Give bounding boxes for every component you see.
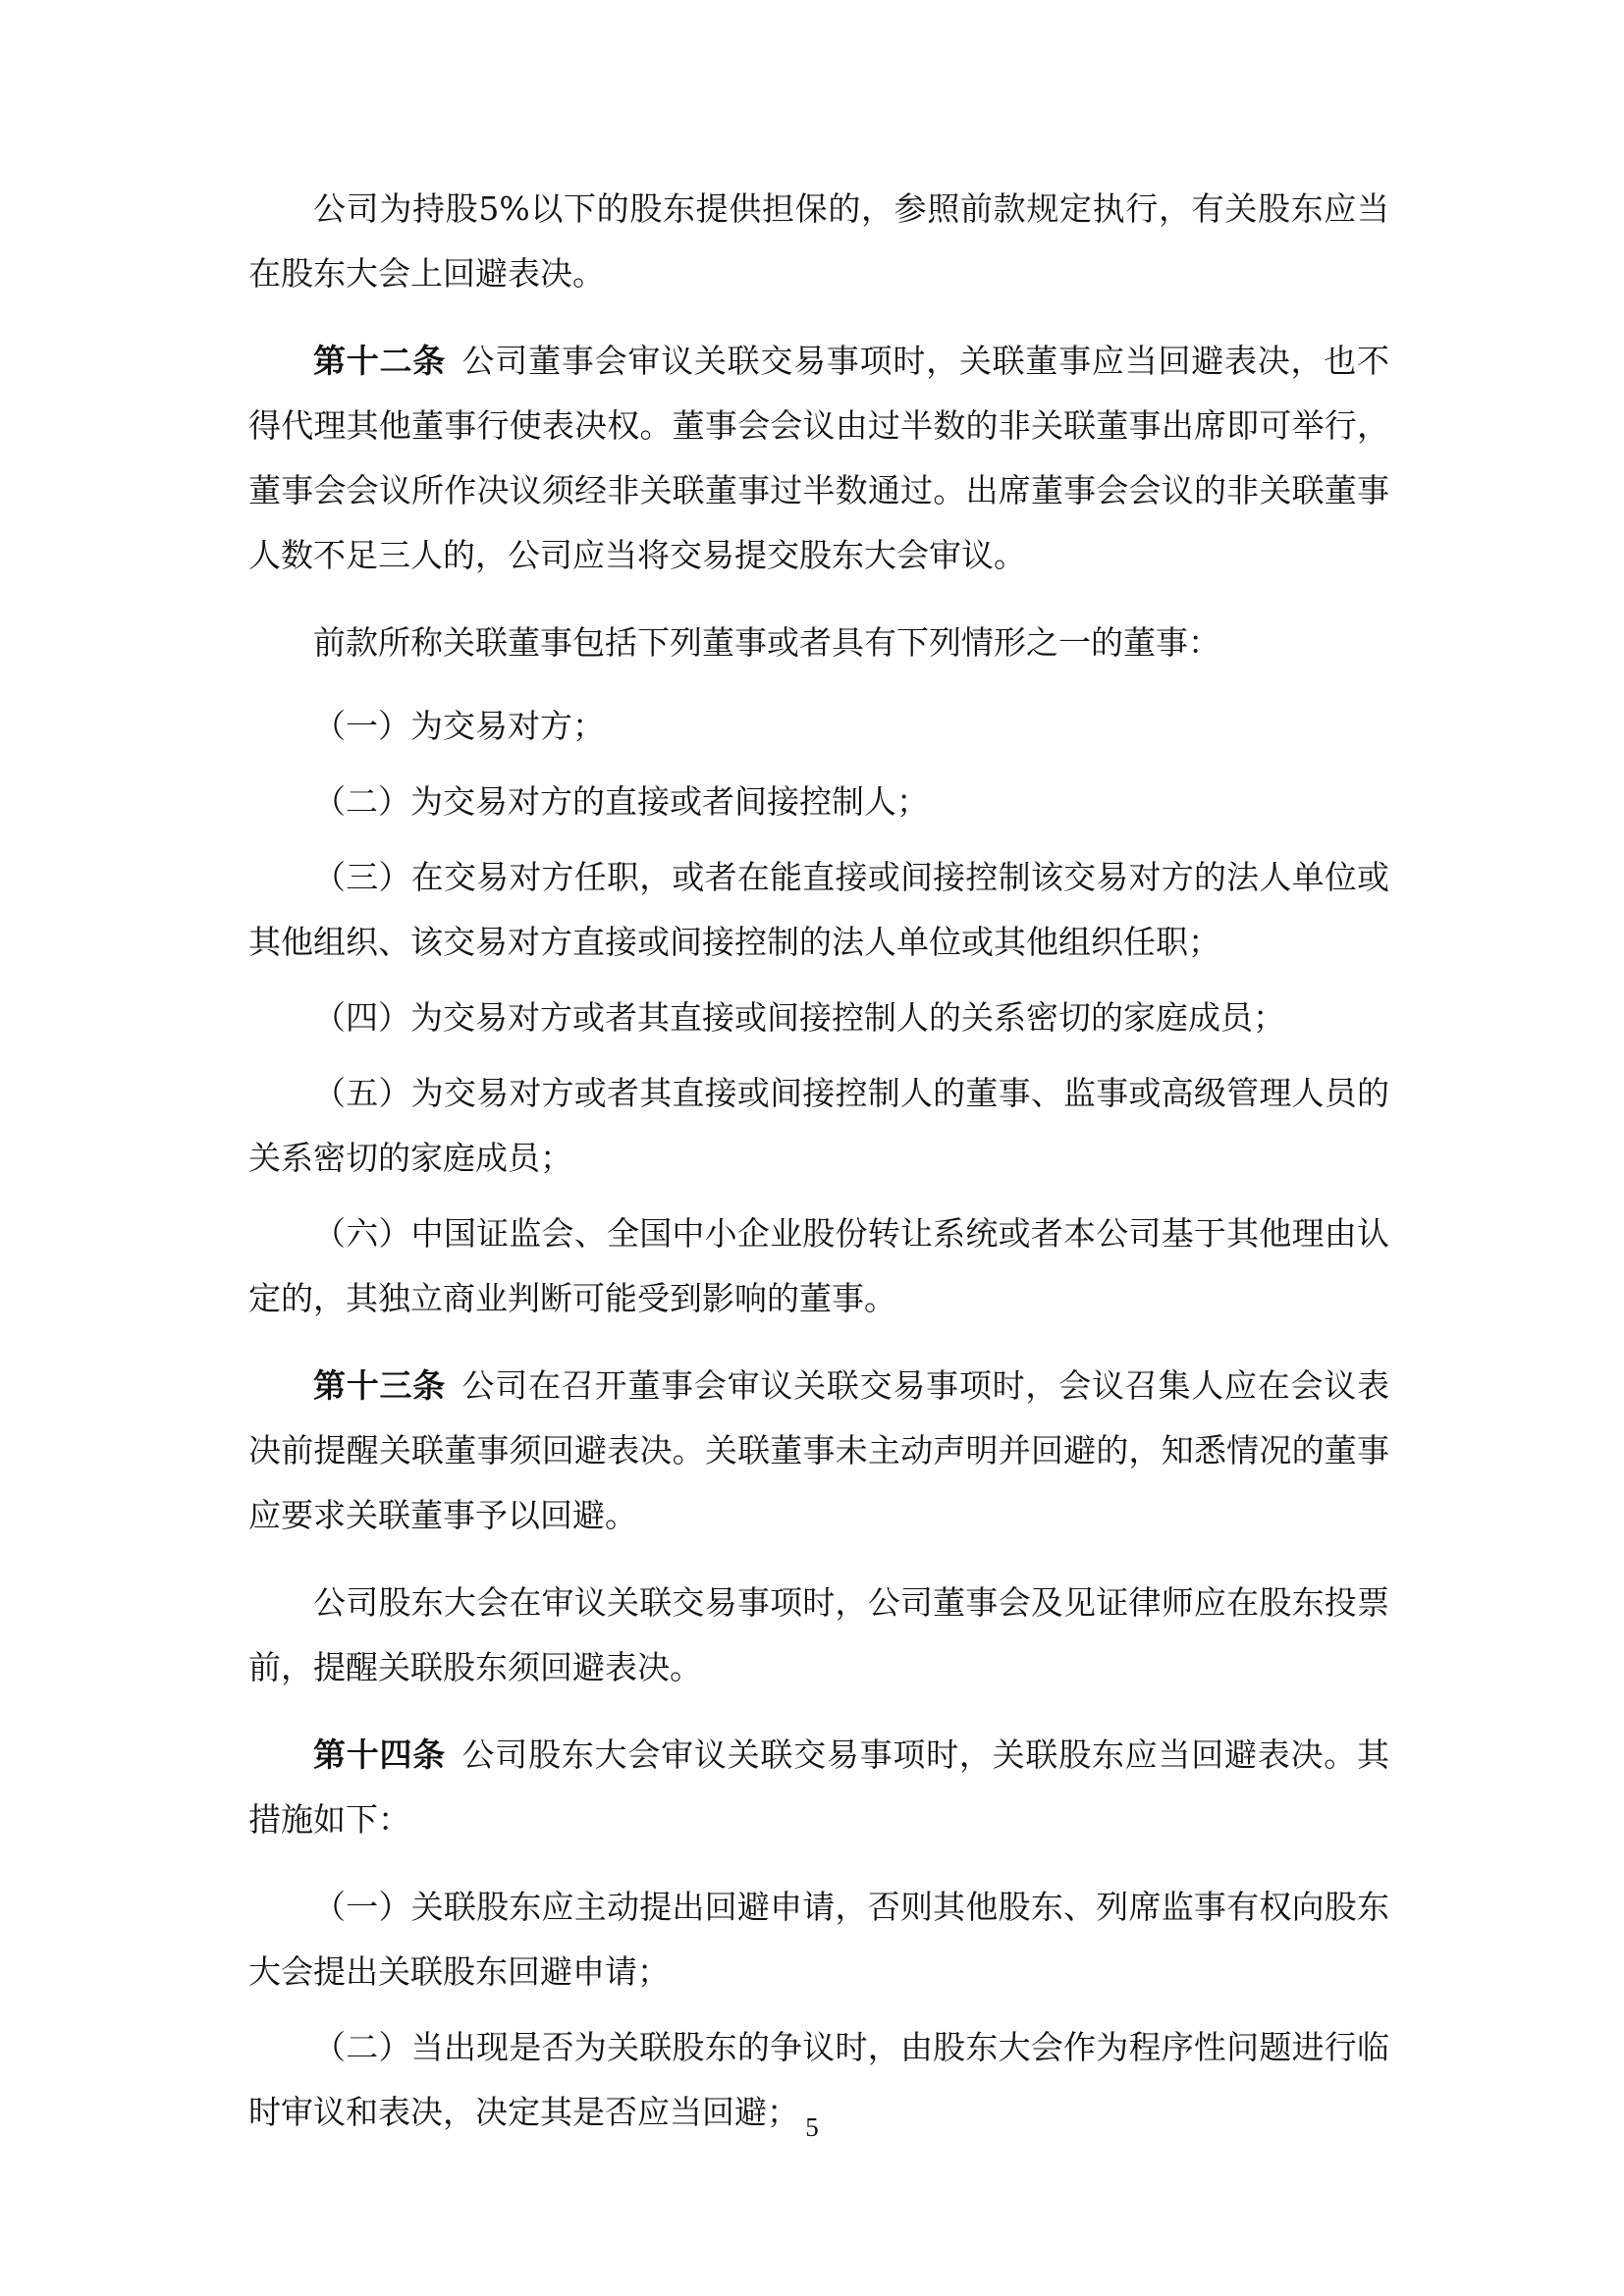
paragraph-text: 前款所称关联董事包括下列董事或者具有下列情形之一的董事：	[313, 623, 1220, 662]
page-content	[248, 177, 1389, 2145]
article-14-text: 公司股东大会审议关联交易事项时，关联股东应当回避表决。其措施如下：	[248, 1735, 1390, 1839]
article-14-title: 第十四条	[313, 1735, 447, 1774]
list-item-text: （五）为交易对方或者其直接或间接控制人的董事、监事或高级管理人员的关系密切的家庭成员；	[248, 1074, 1389, 1177]
measure-item-1	[248, 1875, 1389, 2004]
list-item-2	[248, 770, 1389, 834]
list-item-text: （四）为交易对方或者其直接或间接控制人的关系密切的家庭成员；	[313, 998, 1285, 1037]
article-13-title: 第十三条	[313, 1366, 447, 1405]
list-item-3	[248, 845, 1389, 975]
paragraph-text: 公司股东大会在审议关联交易事项时，公司董事会及见证律师应在股东投票前，提醒关联股东须回避表决。	[248, 1583, 1389, 1686]
list-item-text: （六）中国证监会、全国中小企业股份转让系统或者本公司基于其他理由认定的，其独立商业判断可能受到影响的董事。	[248, 1214, 1389, 1317]
article-14	[248, 1723, 1389, 1852]
article-13	[248, 1354, 1389, 1548]
paragraph-text: 公司为持股5%以下的股东提供担保的，参照前款规定执行，有关股东应当在股东大会上回避表决。	[248, 189, 1389, 293]
paragraph-shareholder-meeting	[248, 1571, 1389, 1700]
list-item-4	[248, 986, 1389, 1050]
list-item-text: （三）在交易对方任职，或者在能直接或间接控制该交易对方的法人单位或其他组织、该交易对方直接或间接控制的法人单位或其他组织任职；	[248, 858, 1389, 961]
article-13-text: 公司在召开董事会审议关联交易事项时，会议召集人应在会议表决前提醒关联董事须回避表决。关联董事未主动声明并回避的，知悉情况的董事应要求关联董事予以回避。	[248, 1366, 1390, 1534]
page-number: 5	[805, 2112, 819, 2142]
list-item-text: （二）为交易对方的直接或者间接控制人；	[313, 782, 929, 821]
list-item-text: （一）关联股东应主动提出回避申请，否则其他股东、列席监事有权向股东大会提出关联股东回避申请；	[248, 1888, 1389, 1991]
article-12	[248, 329, 1389, 588]
list-item-text: （二）当出现是否为关联股东的争议时，由股东大会作为程序性问题进行临时审议和表决，决定其是否应当回避；	[248, 2028, 1389, 2131]
article-12-title: 第十二条	[313, 342, 447, 380]
article-12-text: 公司董事会审议关联交易事项时，关联董事应当回避表决，也不得代理其他董事行使表决权。董事会会议由过半数的非关联董事出席即可举行，董事会会议所作决议须经非关联董事过半数通过。出席董事会会议的非关联董事人数不足三人的，公司应当将交易提交股东大会审议。	[248, 342, 1390, 574]
list-item-6	[248, 1201, 1389, 1331]
paragraph-related-directors-intro	[248, 611, 1389, 675]
list-item-1	[248, 694, 1389, 759]
paragraph-guarantee-voting	[248, 177, 1389, 306]
list-item-5	[248, 1061, 1389, 1191]
list-item-text: （一）为交易对方；	[313, 707, 605, 745]
